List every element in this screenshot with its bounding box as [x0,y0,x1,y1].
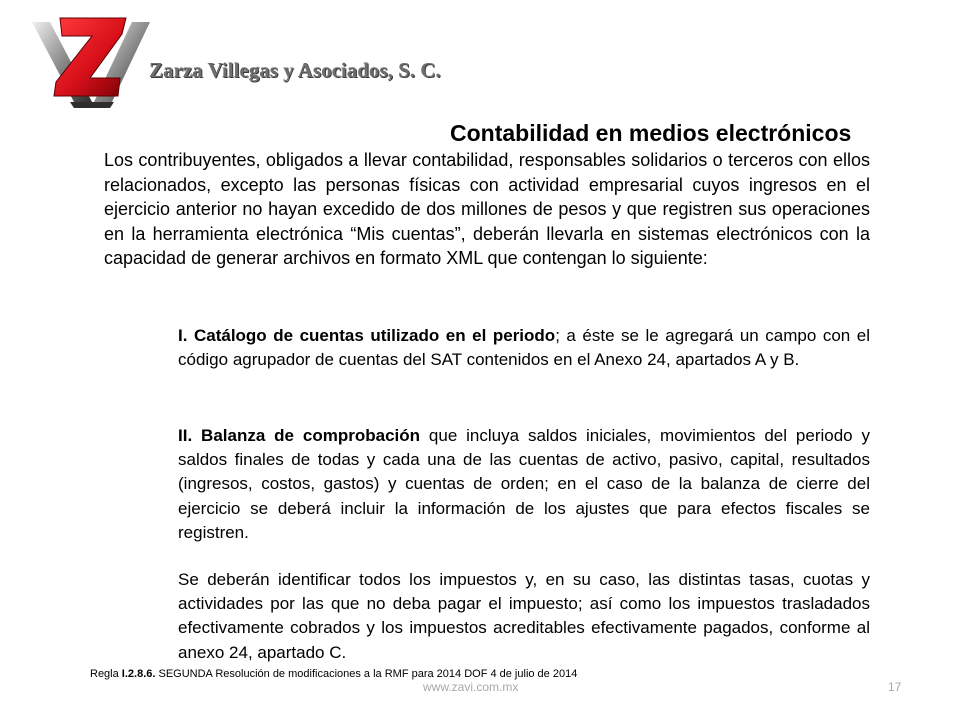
rule-prefix: Regla [90,668,122,680]
point-heading: II. Balanza de comprobación [178,426,421,445]
firm-name: Zarza Villegas y Asociados, S. C. [149,58,441,82]
point-balanza-comprobacion [178,424,870,545]
intro-paragraph: Los contribuyentes, obligados a llevar contabilidad, responsables solidarios o terceros con ellos relacionados, excepto las personas físicas con actividad empresarial cuyos ingresos en el ejercicio anterior no hayan excedido de dos millones de pesos y que registren sus operaciones en la herramienta electrónica “Mis cuentas”, deberán llevarla en sistemas electrónicos con la capacidad de generar archivos en formato XML que contengan lo siguiente: [104,150,870,269]
rule-number: I.2.8.6. [121,668,156,680]
rule-text: SEGUNDA Resolución de modificaciones a la RMF para 2014 DOF 4 de julio de 2014 [155,668,578,680]
point-text: ; a éste se le agregará un campo con el código agrupador de cuentas del SAT contenidos en el Anexo 24, apartados A y B. [178,326,870,370]
point-catalogo-cuentas [178,324,870,372]
point-text: que incluya saldos iniciales, movimientos del periodo y saldos finales de todas y cada una de las cuentas de activo, pasivo, capital, resultados (ingresos, costos, gastos) y cuentas de orden; en el caso de la balanza de cierre del ejercicio se deberá incluir la información de los ajustes que para efectos fiscales se registren. [178,426,870,542]
point-heading: I. Catálogo de cuentas utilizado en el periodo [178,326,556,345]
closing-paragraph: Se deberán identificar todos los impuestos y, en su caso, las distintas tasas, cuotas y actividades por las que no deba pagar el impuesto; así como los impuestos trasladados efectivamente cobrados y los impuestos acreditables efectivamente pagados, conforme al anexo 24, apartado C. [178,570,870,662]
page-number: 17 [888,680,902,694]
zv-logo [30,16,152,108]
website-link[interactable]: www.zavi.com.mx [423,680,519,694]
rule-footnote [90,668,577,680]
slide-title: Contabilidad en medios electrónicos [450,120,852,146]
